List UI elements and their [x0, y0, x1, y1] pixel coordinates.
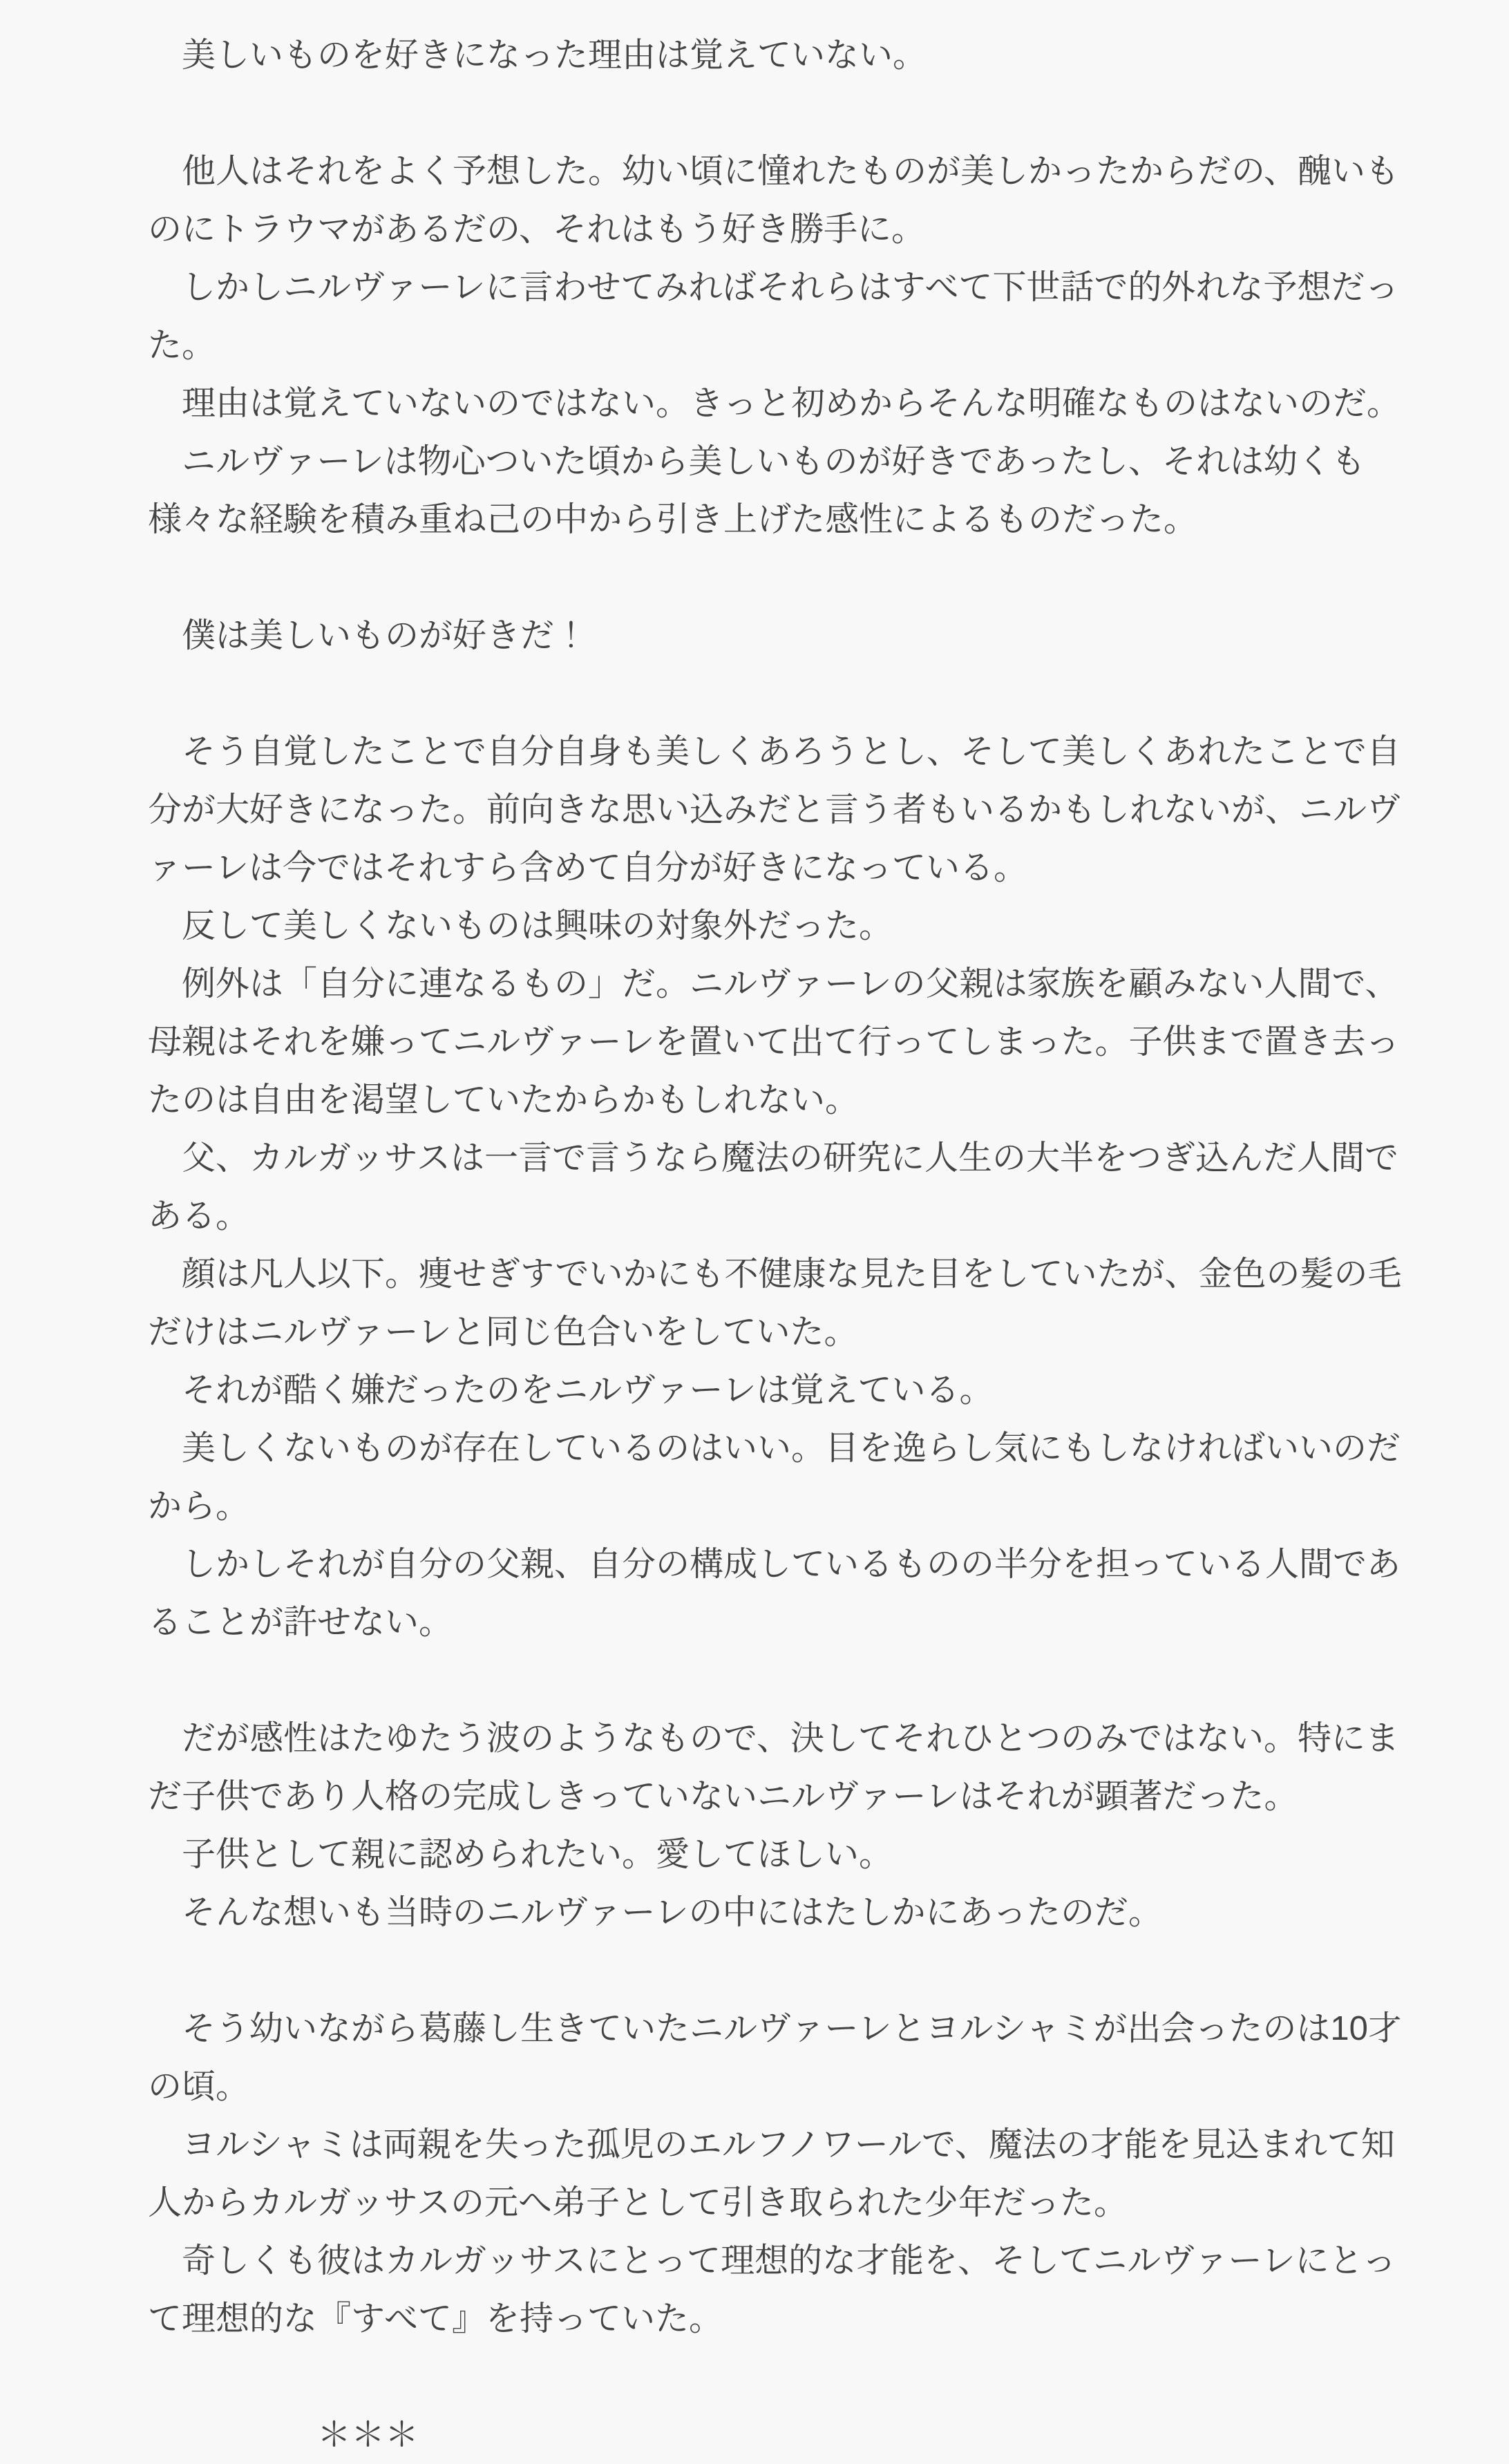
novel-line: そんな想いも当時のニルヴァーレの中にはたしかにあったのだ。: [148, 1894, 1163, 1931]
novel-line: そう幼いながら葛藤し生きていたニルヴァーレとヨルシャミが出会ったのは10才: [148, 2010, 1402, 2047]
novel-line: ることが許せない。: [148, 1604, 453, 1641]
novel-line: 僕は美しいものが好きだ！: [148, 617, 589, 654]
novel-line: 人からカルガッサスの元へ弟子として引き取られた少年だった。: [148, 2184, 1128, 2221]
novel-line: 反して美しくないものは興味の対象外だった。: [148, 907, 893, 945]
novel-line: のにトラウマがあるだの、それはもう好き勝手に。: [148, 211, 926, 248]
novel-line: 父、カルガッサスは一言で言うなら魔法の研究に人生の大半をつぎ込んだ人間で: [148, 1139, 1399, 1177]
blank-line: [148, 549, 1450, 607]
novel-line: た。: [148, 327, 216, 364]
novel-line: 他人はそれをよく予想した。幼い頃に憧れたものが美しかったからだの、醜いも: [148, 153, 1400, 190]
novel-line: 子供として親に認められたい。愛してほしい。: [148, 1836, 893, 1873]
novel-line: ニルヴァーレは物心ついた頃から美しいものが好きであったし、それは幼くも: [148, 443, 1366, 480]
novel-line: 例外は「自分に連なるもの」だ。ニルヴァーレの父親は家族を顧みない人間で、: [148, 965, 1399, 1003]
novel-line: そう自覚したことで自分自身も美しくあろうとし、そして美しくあれたことで自: [148, 733, 1401, 770]
novel-line: 奇しくも彼はカルガッサスにとって理想的な才能を、そしてニルヴァーレにとっ: [148, 2242, 1396, 2280]
blank-line: [148, 1651, 1450, 1709]
novel-line: だけはニルヴァーレと同じ色合いをしていた。: [148, 1314, 858, 1351]
blank-line: [148, 84, 1450, 142]
novel-line: だが感性はたゆたう波のようなもので、決してそれひとつのみではない。特にま: [148, 1720, 1400, 1757]
novel-line: の頃。: [148, 2068, 250, 2105]
novel-line: たのは自由を渇望していたからかもしれない。: [148, 1081, 860, 1119]
novel-line: 理由は覚えていないのではない。きっと初めからそんな明確なものはないのだ。: [148, 385, 1401, 422]
novel-line: 美しいものを好きになった理由は覚えていない。: [148, 37, 927, 74]
novel-line: て理想的な『すべて』を持っていた。: [148, 2300, 723, 2338]
blank-line: [148, 2348, 1450, 2406]
blank-line: [148, 1942, 1450, 2000]
novel-line: 分が大好きになった。前向きな思い込みだと言う者もいるかもしれないが、ニルヴ: [148, 791, 1401, 828]
novel-line: 顔は凡人以下。痩せぎすでいかにも不健康な見た目をしていたが、金色の髪の毛: [148, 1255, 1402, 1293]
blank-line: [148, 665, 1450, 723]
scene-separator: ＊＊＊: [148, 2416, 419, 2454]
novel-line: ァーレは今ではそれすら含めて自分が好きになっている。: [148, 849, 1028, 887]
novel-line: ある。: [148, 1197, 250, 1235]
novel-line: 美しくないものが存在しているのはいい。目を逸らし気にもしなければいいのだ: [148, 1430, 1401, 1467]
novel-line: 様々な経験を積み重ね己の中から引き上げた感性によるものだった。: [148, 501, 1198, 538]
novel-line: しかしそれが自分の父親、自分の構成しているものの半分を担っている人間であ: [148, 1546, 1401, 1583]
novel-line: 母親はそれを嫌ってニルヴァーレを置いて出て行ってしまった。子供まで置き去っ: [148, 1023, 1400, 1061]
novel-line: ヨルシャミは両親を失った孤児のエルフノワールで、魔法の才能を見込まれて知: [148, 2126, 1395, 2163]
novel-line: から。: [148, 1488, 250, 1525]
novel-line: それが酷く嫌だったのをニルヴァーレは覚えている。: [148, 1372, 994, 1409]
novel-line: だ子供であり人格の完成しきっていないニルヴァーレはそれが顕著だった。: [148, 1778, 1298, 1815]
novel-line: しかしニルヴァーレに言わせてみればそれらはすべて下世話で的外れな予想だっ: [148, 269, 1399, 306]
